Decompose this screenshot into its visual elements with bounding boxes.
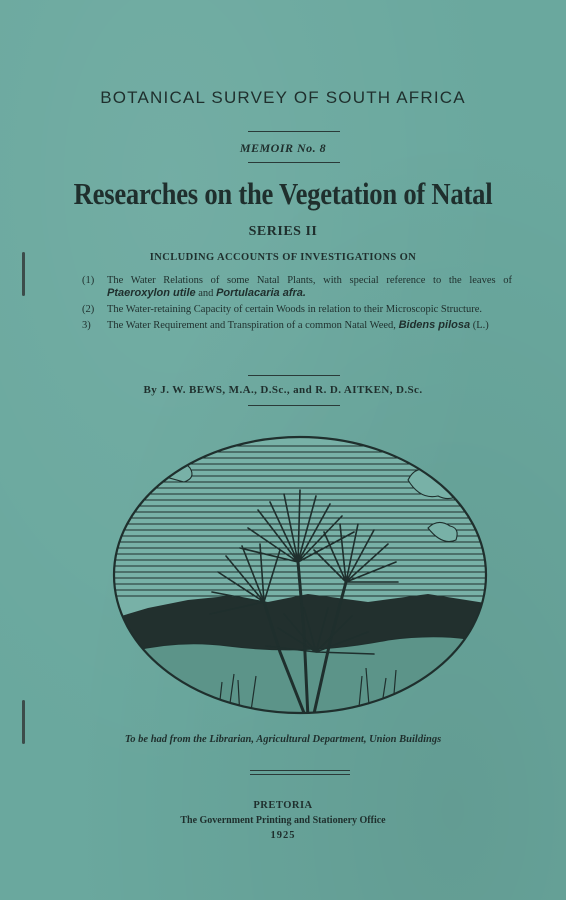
item-number: 3) [82, 320, 91, 331]
memoir-number: MEMOIR No. 8 [239, 141, 327, 155]
species-name: Bidens pilosa [398, 319, 471, 331]
imprint-year: 1925 [270, 830, 296, 841]
series-label: SERIES II [248, 224, 318, 239]
imprint-printer: The Government Printing and Stationery Office [180, 815, 386, 826]
item-number: (1) [82, 275, 95, 286]
species-name: Ptaeroxylon utile [107, 287, 196, 299]
investigation-list [82, 274, 512, 335]
rule-double-bottom [250, 774, 350, 775]
rule-above-authors [248, 375, 340, 376]
rule-below-authors [248, 405, 340, 406]
imprint-city: PRETORIA [253, 800, 313, 811]
item-text-joiner: and [195, 288, 217, 299]
rule-above-memoir [248, 131, 340, 132]
survey-heading: BOTANICAL SURVEY OF SOUTH AFRICA [100, 88, 466, 107]
species-name: Portulacaria afra. [216, 287, 306, 299]
including-heading: INCLUDING ACCOUNTS OF INVESTIGATIONS ON [149, 252, 417, 263]
investigation-item-2 [82, 303, 512, 316]
item-text: The Water-retaining Capacity of certain Woods in relation to their Microscopic Structure. [107, 304, 483, 315]
book-title: Researches on the Vegetation of Natal [73, 176, 493, 211]
rule-below-memoir [248, 162, 340, 163]
item-text: The Water Relations of some Natal Plants, with special reference to the leaves of [107, 275, 512, 286]
rule-double-top [250, 770, 350, 771]
item-text: The Water Requirement and Transpiration of a common Natal Weed, [107, 320, 399, 331]
item-text-tail: (L.) [470, 320, 489, 331]
authors-line: By J. W. BEWS, M.A., D.Sc., and R. D. AITKEN, D.Sc. [143, 384, 423, 396]
availability-note: To be had from the Librarian, Agricultural Department, Union Buildings [124, 734, 442, 745]
item-number: (2) [82, 304, 95, 315]
investigation-item-1 [82, 274, 512, 300]
investigation-item-3 [82, 319, 512, 332]
palm-landscape-illustration [108, 432, 492, 718]
